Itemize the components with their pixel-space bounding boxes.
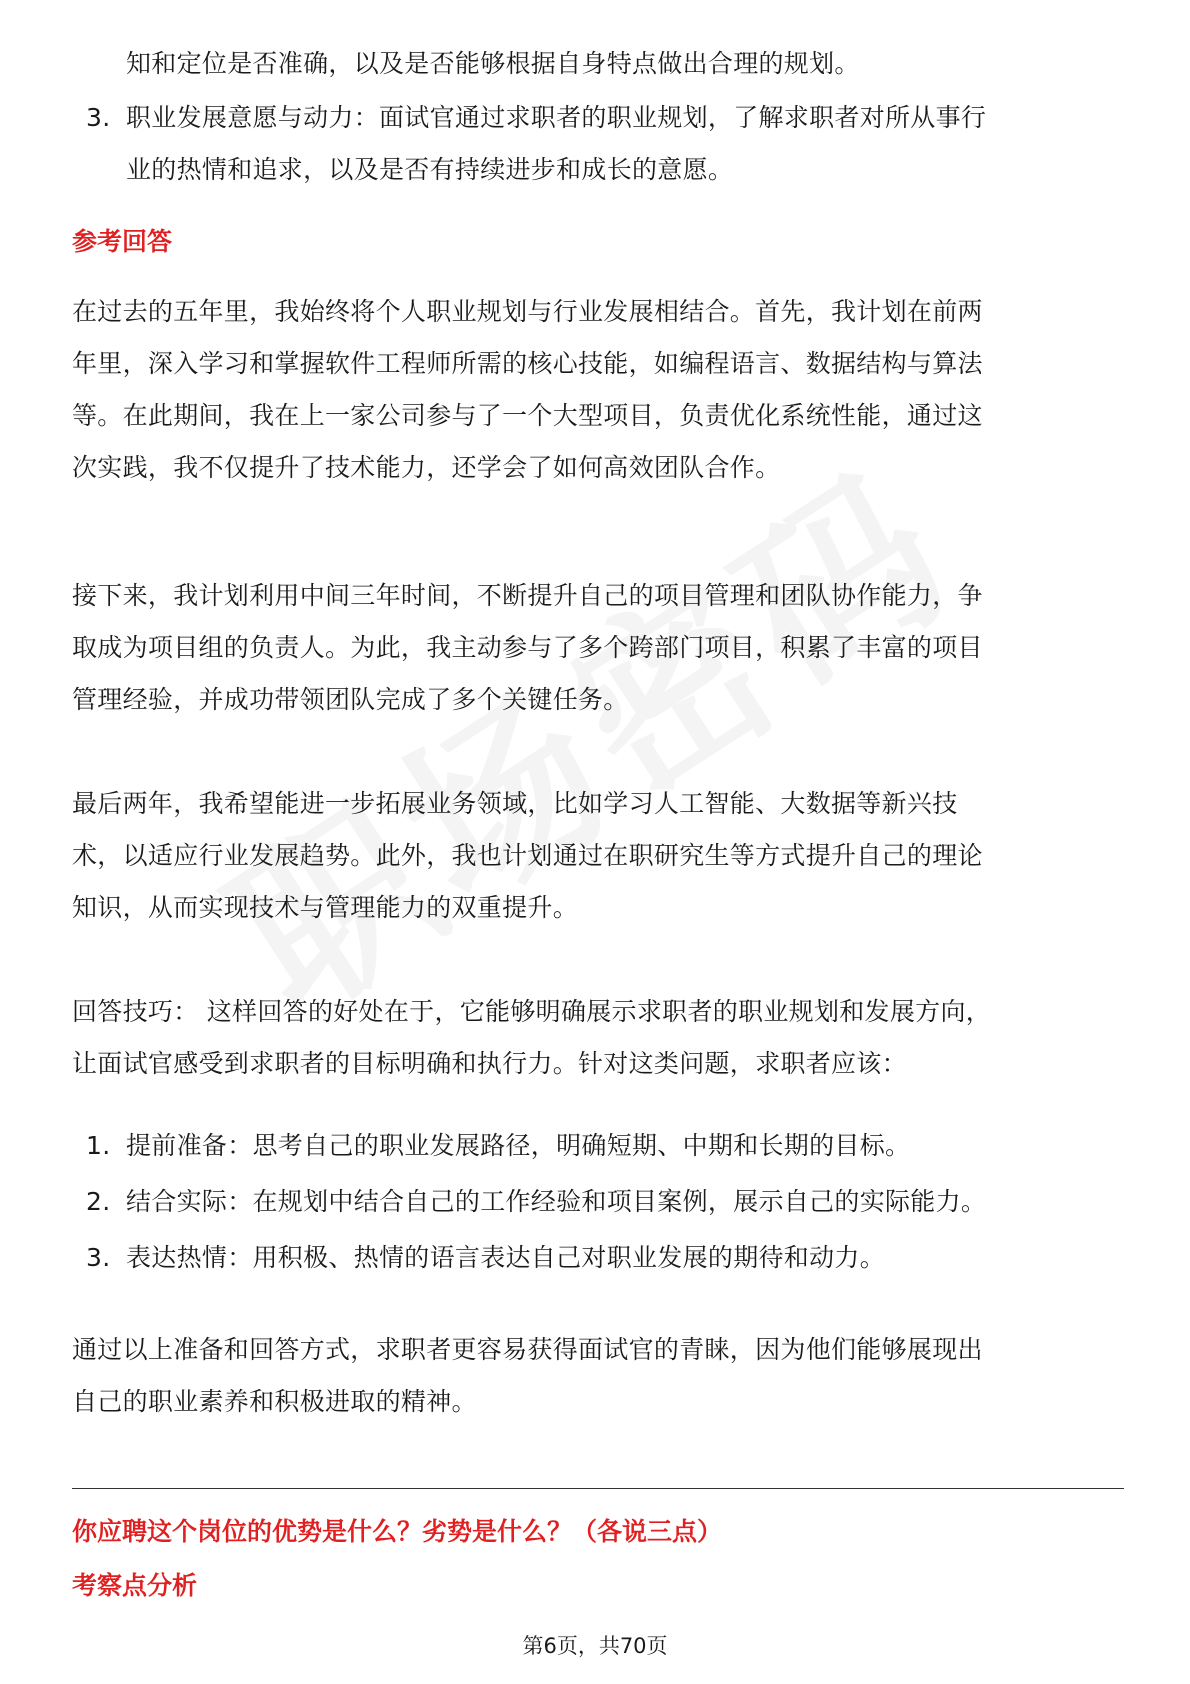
- paragraph-line: 等。在此期间，我在上一家公司参与了一个大型项目，负责优化系统性能，通过这: [72, 401, 983, 430]
- paragraph-line: 最后两年，我希望能进一步拓展业务领域，比如学习人工智能、大数据等新兴技: [72, 789, 958, 818]
- paragraph-line: 次实践，我不仅提升了技术能力，还学会了如何高效团队合作。: [72, 453, 781, 482]
- paragraph-line: 管理经验，并成功带领团队完成了多个关键任务。: [72, 685, 629, 714]
- list-number: 3.: [86, 1243, 111, 1272]
- paragraph-line: 接下来，我计划利用中间三年时间，不断提升自己的项目管理和团队协作能力，争: [72, 581, 983, 610]
- list-number: 1.: [86, 1131, 111, 1160]
- list-text: 结合实际：在规划中结合自己的工作经验和项目案例，展示自己的实际能力。: [126, 1187, 987, 1216]
- section-divider: [72, 1488, 1124, 1489]
- list-text: [126, 92, 1124, 196]
- paragraph-line: 让面试官感受到求职者的目标明确和执行力。针对这类问题，求职者应该：: [72, 1049, 907, 1078]
- list-item: [72, 1120, 1124, 1172]
- list-text-line: 业的热情和追求，以及是否有持续进步和成长的意愿。: [126, 155, 734, 184]
- answer-tips-paragraph: [72, 986, 1124, 1090]
- paragraph-line: 通过以上准备和回答方式，求职者更容易获得面试官的青睐，因为他们能够展现出: [72, 1335, 983, 1364]
- list-item: [72, 1232, 1124, 1284]
- list-continuation-line: 知和定位是否准确，以及是否能够根据自身特点做出合理的规划。: [126, 49, 860, 78]
- list-text-line: 职业发展意愿与动力：面试官通过求职者的职业规划，了解求职者对所从事行: [126, 103, 987, 132]
- paragraph: [72, 570, 1124, 726]
- list-number: 2.: [86, 1187, 111, 1216]
- paragraph-line: 术，以适应行业发展趋势。此外，我也计划通过在职研究生等方式提升自己的理论: [72, 841, 983, 870]
- page-number-footer: 第6页，共70页: [522, 1634, 668, 1658]
- paragraph-line: 取成为项目组的负责人。为此，我主动参与了多个跨部门项目，积累了丰富的项目: [72, 633, 983, 662]
- paragraph-line: 自己的职业素养和积极进取的精神。: [72, 1387, 477, 1416]
- list-item: [72, 1176, 1124, 1228]
- paragraph-line: 回答技巧： 这样回答的好处在于，它能够明确展示求职者的职业规划和发展方向，: [72, 997, 992, 1026]
- list-text: 表达热情：用积极、热情的语言表达自己对职业发展的期待和动力。: [126, 1243, 886, 1272]
- reference-answer-heading: 参考回答: [72, 227, 173, 256]
- question-heading: 你应聘这个岗位的优势是什么？劣势是什么？（各说三点）: [72, 1517, 723, 1546]
- paragraph-line: 知识，从而实现技术与管理能力的双重提升。: [72, 893, 579, 922]
- list-text: 提前准备：思考自己的职业发展路径，明确短期、中期和长期的目标。: [126, 1131, 911, 1160]
- list-number: 3.: [86, 103, 111, 132]
- paragraph-line: 在过去的五年里，我始终将个人职业规划与行业发展相结合。首先，我计划在前两: [72, 297, 983, 326]
- closing-paragraph: [72, 1324, 1124, 1428]
- analysis-heading: 考察点分析: [72, 1571, 198, 1600]
- paragraph: [72, 778, 1124, 934]
- paragraph: [72, 286, 1124, 494]
- paragraph-line: 年里，深入学习和掌握软件工程师所需的核心技能，如编程语言、数据结构与算法: [72, 349, 983, 378]
- list-item: [72, 92, 1124, 196]
